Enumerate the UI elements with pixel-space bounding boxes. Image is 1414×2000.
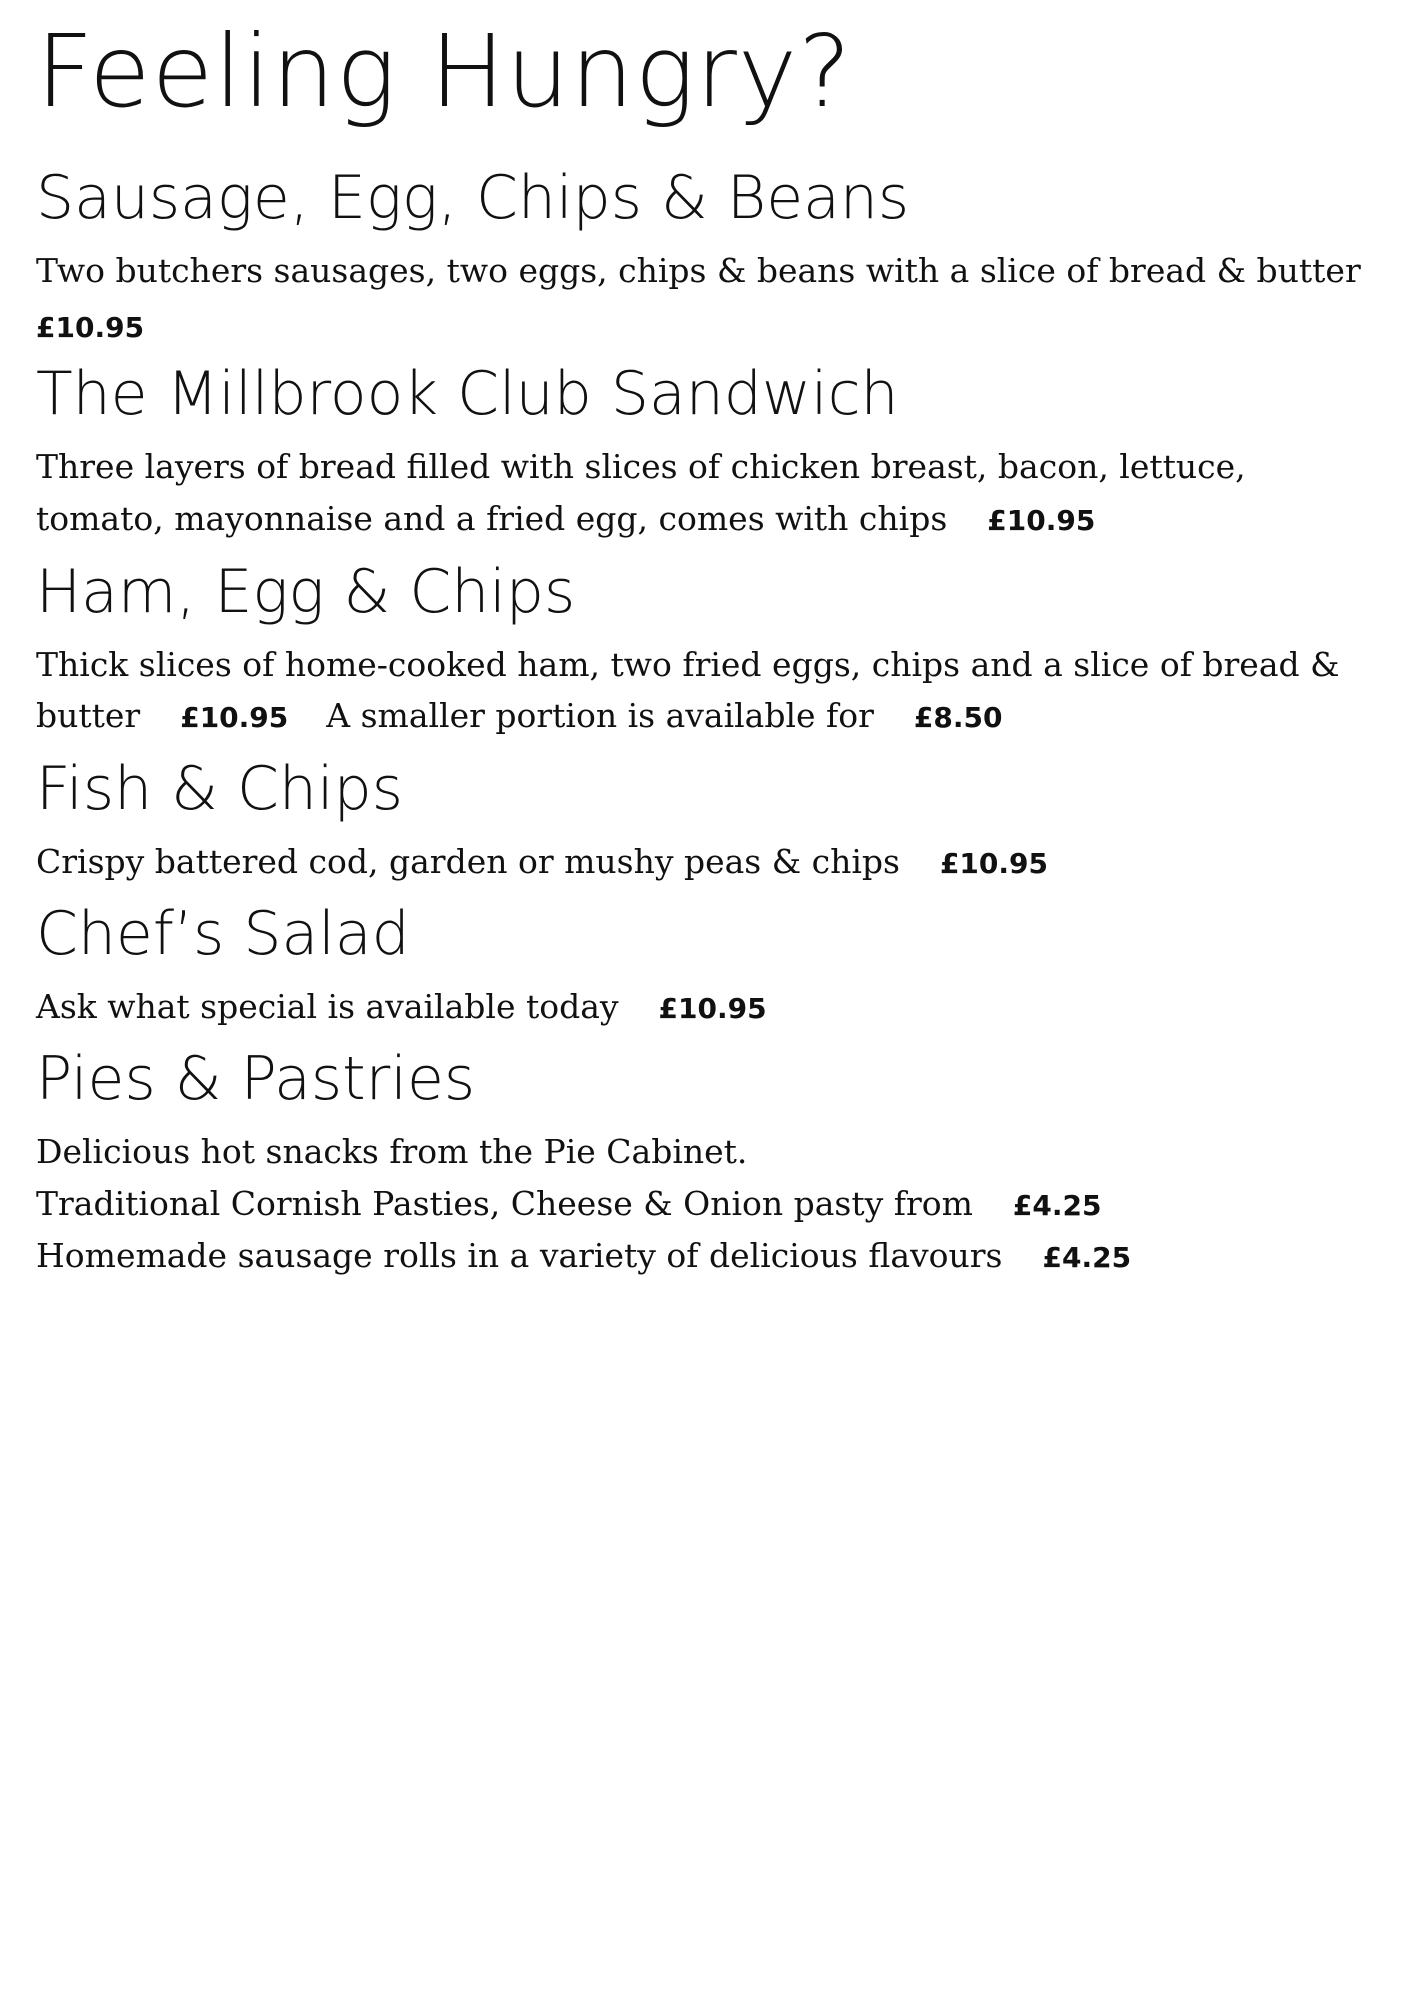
item-description-row	[36, 696, 1003, 735]
item-extra-price: £8.50	[913, 701, 1003, 734]
item-heading-fish-chips: Fish & Chips	[36, 754, 403, 824]
item-description-row	[36, 1236, 1132, 1275]
item-price: £10.95	[658, 992, 767, 1025]
item-description-row	[36, 842, 1048, 881]
item-price-row	[36, 309, 144, 342]
item-extra-note: A smaller portion is available for	[326, 696, 874, 735]
item-description-row	[36, 499, 1096, 538]
item-description: tomato, mayonnaise and a fried egg, comes with chips	[36, 499, 948, 538]
item-description: Two butchers sausages, two eggs, chips & beans with a slice of bread & butter	[36, 251, 1361, 290]
item-description: Homemade sausage rolls in a variety of delicious flavours	[36, 1236, 1003, 1275]
item-description: Thick slices of home-cooked ham, two fried eggs, chips and a slice of bread &	[36, 645, 1340, 684]
item-description: Delicious hot snacks from the Pie Cabinet.	[36, 1132, 748, 1171]
item-price: £4.25	[1012, 1189, 1102, 1222]
item-price: £10.95	[939, 847, 1048, 880]
item-description: Three layers of bread filled with slices of chicken breast, bacon, lettuce,	[36, 447, 1246, 486]
item-heading-chefs-salad: Chef’s Salad	[36, 899, 410, 969]
item-description-row	[36, 1184, 1102, 1223]
item-price: £10.95	[36, 311, 145, 344]
item-description: Crispy battered cod, garden or mushy peas & chips	[36, 842, 900, 881]
item-heading-pies-pastries: Pies & Pastries	[36, 1044, 476, 1114]
item-heading-ham-egg-chips: Ham, Egg & Chips	[36, 557, 576, 627]
item-price: £4.25	[1042, 1241, 1132, 1274]
item-description: Traditional Cornish Pasties, Cheese & Onion pasty from	[36, 1184, 973, 1223]
item-heading-sausage-egg-chips-beans: Sausage, Egg, Chips & Beans	[36, 163, 910, 233]
item-description: butter	[36, 696, 141, 735]
item-price: £10.95	[987, 504, 1096, 537]
item-description: Ask what special is available today	[36, 987, 619, 1026]
item-heading-club-sandwich: The Millbrook Club Sandwich	[36, 359, 899, 429]
page-title: Feeling Hungry?	[36, 13, 853, 130]
item-description-row	[36, 987, 767, 1026]
item-price: £10.95	[180, 701, 289, 734]
